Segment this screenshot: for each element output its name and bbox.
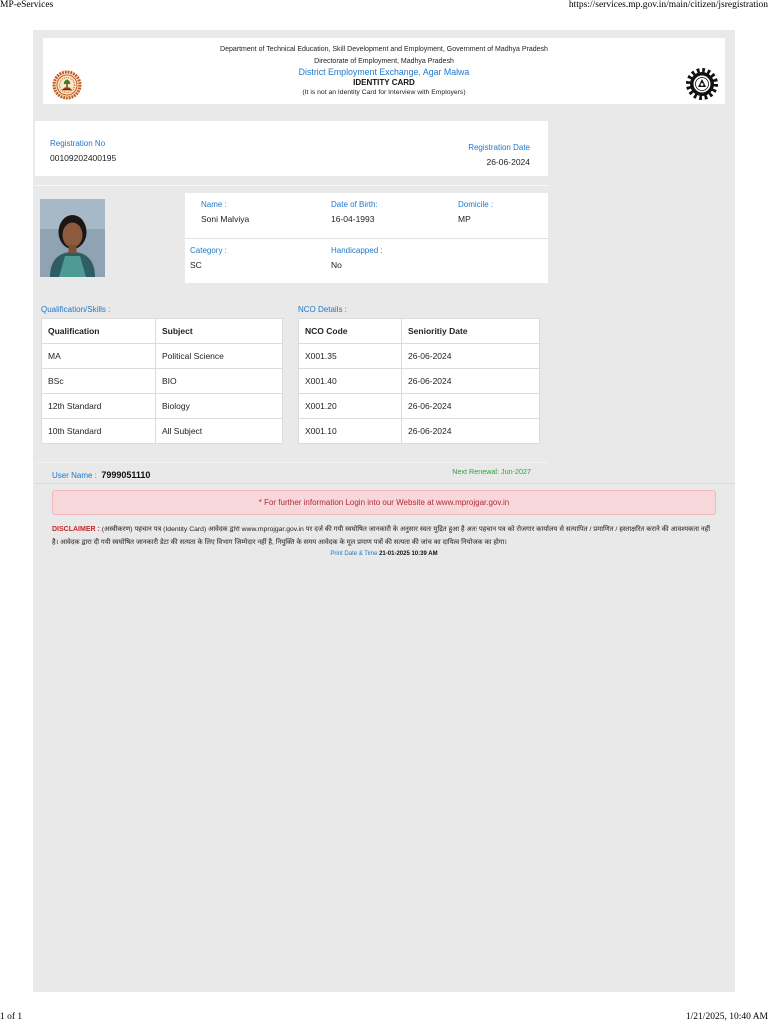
nco-code-cell: X001.20 (299, 394, 402, 419)
print-page-url: https://services.mp.gov.in/main/citizen/jsregistration (568, 0, 768, 10)
domicile-value: MP (458, 214, 471, 224)
print-page-title: MP-eServices (0, 0, 54, 10)
employment-gear-logo-icon (686, 68, 718, 100)
print-date-label: Print Date & Time (330, 551, 378, 557)
nco-code-cell: X001.35 (299, 344, 402, 369)
user-name-label: User Name : (52, 471, 97, 480)
nco-code-column-header: NCO Code (299, 319, 402, 344)
directorate-name: Directorate of Employment, Madhya Pradesh (314, 58, 454, 65)
disclaimer-label: DISCLAIMER : (52, 526, 100, 533)
qualification-row (42, 344, 283, 369)
seniority-date-column-header: Senioritiy Date (402, 319, 540, 344)
department-name: Department of Technical Education, Skill Development and Employment, Government of Madhya Pradesh (220, 46, 548, 53)
nco-header-row (299, 319, 540, 344)
card-note: (It is not an Identity Card for Interview with Employers) (302, 89, 466, 96)
subject-cell: Political Science (156, 344, 283, 369)
qualification-column-header: Qualification (42, 319, 156, 344)
user-name-line (52, 469, 150, 481)
print-date-value: 21-01-2025 10:39 AM (379, 551, 438, 557)
registration-date-value: 26-06-2024 (486, 157, 530, 167)
subject-cell: BIO (156, 369, 283, 394)
nco-table (298, 318, 540, 444)
nco-row (299, 394, 540, 419)
nco-code-cell: X001.10 (299, 419, 402, 444)
next-renewal: Next Renewal: Jun-2027 (452, 467, 531, 476)
qualification-cell: 10th Standard (42, 419, 156, 444)
disclaimer (52, 523, 716, 549)
seniority-date-cell: 26-06-2024 (402, 344, 540, 369)
card-title: IDENTITY CARD (353, 78, 415, 87)
qualification-header-row (42, 319, 283, 344)
qualification-row (42, 369, 283, 394)
details-row-divider (185, 238, 548, 239)
disclaimer-text: (अस्वीकरण) पहचान पत्र (Identity Card) आवेदक द्वारा www.mprojgar.gov.in पर दर्ज की गयी स्वघोषित जानकारी के अनुसार स्वतः मुद्रित हुआ है अतः पहचान पत्र को रोजगार कार्यालय से सत्यापित / प्रमाणित / हस्ताक्षरित कराने की आवश्यकता नहीं है। आवेदक द्वारा दी गयी स्वघोषित जानकारी डेटा की सत्यता के लिए विभाग जिम्मेदार नहीं है, नियुक्ति के समय आवेदक के मूल प्रमाण पत्रों की सत्यता की जांच का दायित्व नियोजक का होगा। (52, 526, 710, 546)
handicapped-label: Handicapped : (331, 246, 383, 255)
employment-exchange-name: District Employment Exchange, Agar Malwa (298, 67, 470, 77)
subject-cell: All Subject (156, 419, 283, 444)
qualification-section-title: Qualification/Skills : (41, 305, 111, 314)
category-value: SC (190, 260, 202, 270)
domicile-label: Domicile : (458, 200, 494, 209)
subject-column-header: Subject (156, 319, 283, 344)
nco-code-cell: X001.40 (299, 369, 402, 394)
section-divider (35, 462, 548, 463)
category-label: Category : (190, 246, 227, 255)
nco-section-title: NCO Details : (298, 305, 347, 314)
applicant-photo (40, 199, 105, 277)
subject-cell: Biology (156, 394, 283, 419)
qualification-cell: MA (42, 344, 156, 369)
info-alert: * For further information Login into our Website at www.mprojgar.gov.in (52, 490, 716, 515)
name-label: Name : (201, 200, 227, 209)
registration-panel (35, 121, 548, 176)
section-divider (35, 483, 735, 484)
section-divider (35, 185, 548, 186)
registration-date-label: Registration Date (468, 143, 530, 152)
nco-row (299, 419, 540, 444)
name-value: Soni Malviya (201, 214, 250, 224)
nco-row (299, 344, 540, 369)
applicant-details-panel (185, 193, 548, 283)
print-timestamp: 1/21/2025, 10:40 AM (685, 1012, 768, 1022)
dob-value: 16-04-1993 (331, 214, 375, 224)
dob-label: Date of Birth: (331, 200, 378, 209)
print-page-count: 1 of 1 (0, 1012, 23, 1022)
qualification-cell: BSc (42, 369, 156, 394)
qualification-row (42, 394, 283, 419)
card-header (43, 38, 725, 104)
user-name-value: 7999051110 (101, 470, 151, 480)
qualification-cell: 12th Standard (42, 394, 156, 419)
nco-row (299, 369, 540, 394)
print-date-line (52, 549, 716, 559)
qualification-row (42, 419, 283, 444)
seniority-date-cell: 26-06-2024 (402, 394, 540, 419)
registration-number-label: Registration No (50, 139, 106, 148)
seniority-date-cell: 26-06-2024 (402, 369, 540, 394)
registration-number-value: 00109202400195 (50, 153, 117, 163)
qualification-table (41, 318, 283, 444)
handicapped-value: No (331, 260, 342, 270)
seniority-date-cell: 26-06-2024 (402, 419, 540, 444)
disclaimer-section (52, 523, 716, 559)
identity-card-sheet (33, 30, 735, 992)
